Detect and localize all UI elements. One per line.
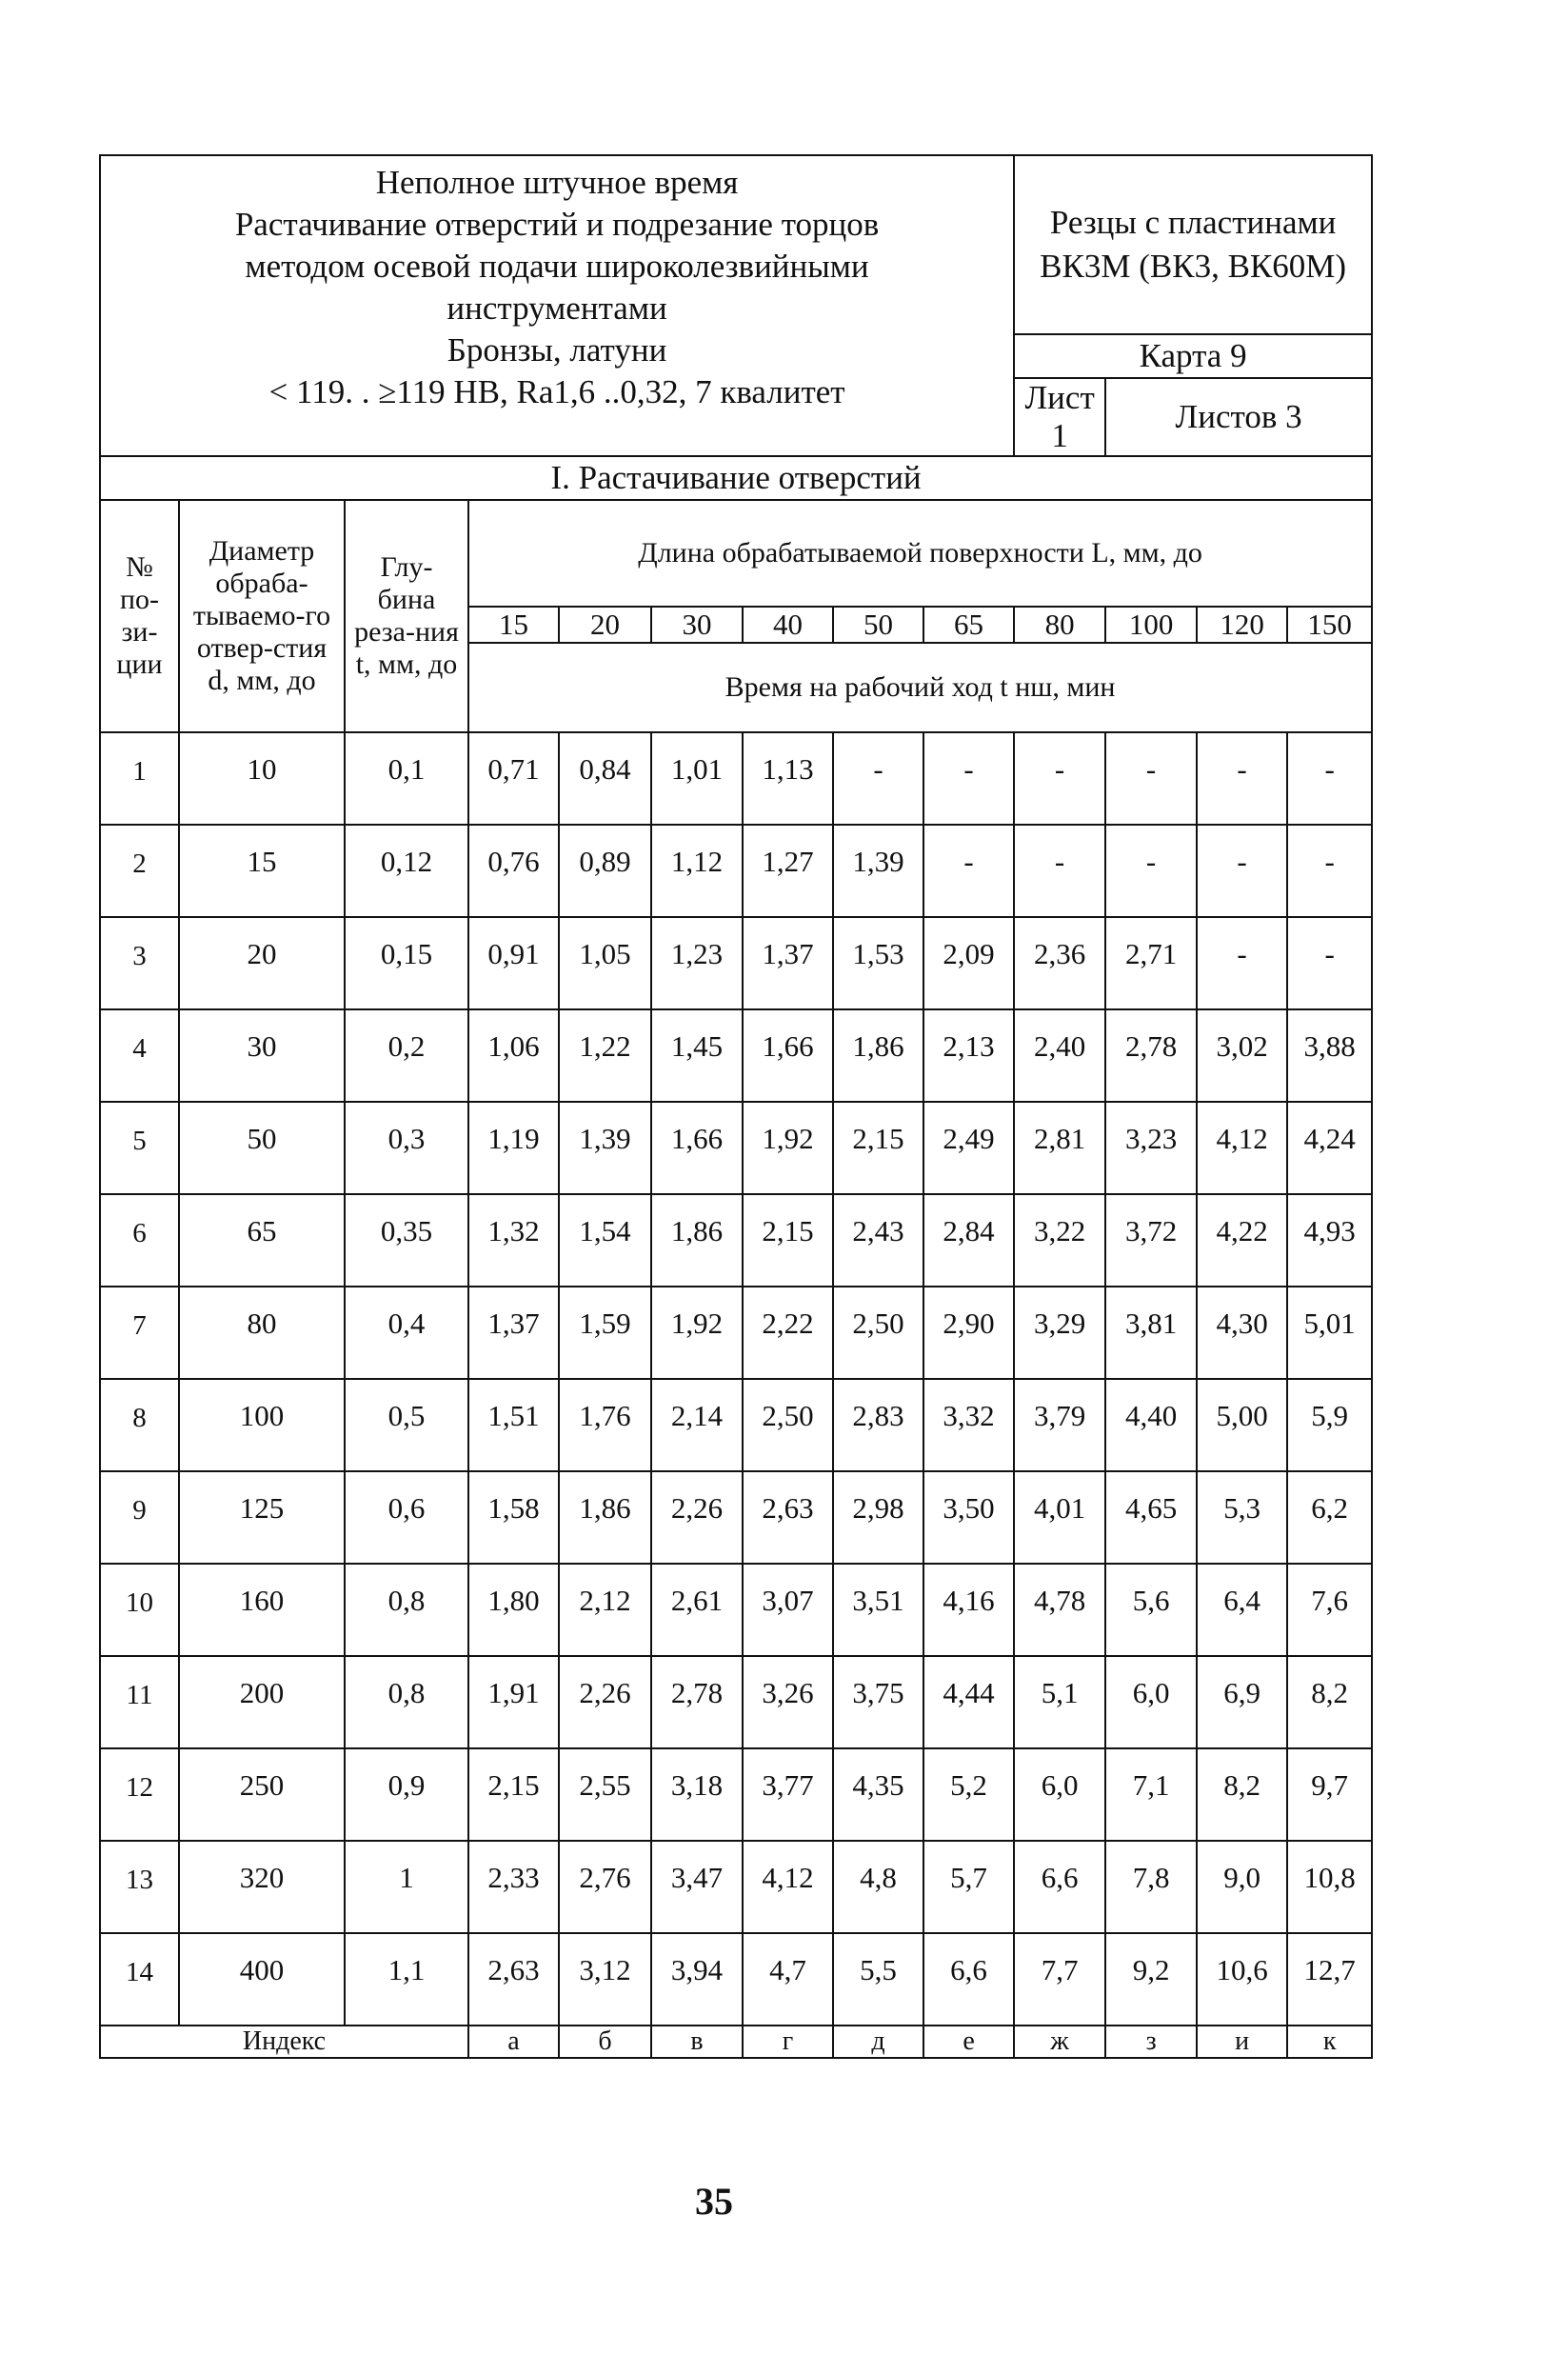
time-cell: 3,29 [1014, 1287, 1105, 1379]
diameter-cell: 20 [179, 917, 345, 1009]
time-cell: 6,4 [1197, 1564, 1287, 1656]
time-cell: 4,16 [923, 1564, 1014, 1656]
table-row [100, 1471, 1372, 1564]
time-cell: 2,71 [1105, 917, 1197, 1009]
time-cell: 2,83 [833, 1379, 923, 1471]
time-cell: 2,15 [743, 1194, 833, 1287]
time-cell: 1,54 [559, 1194, 651, 1287]
title-line: Неполное штучное время [375, 164, 739, 201]
title-line: Бронзы, латуни [447, 331, 667, 369]
depth-cell: 1 [345, 1841, 468, 1933]
length-value: 100 [1105, 607, 1197, 643]
time-cell: 5,5 [833, 1933, 923, 2026]
page-number: 35 [695, 2180, 733, 2223]
position-cell: 14 [100, 1933, 179, 2026]
time-cell: 2,76 [559, 1841, 651, 1933]
time-cell: 5,00 [1197, 1379, 1287, 1471]
time-cell: 1,86 [833, 1009, 923, 1102]
time-cell: 2,81 [1014, 1102, 1105, 1194]
time-cell: 3,94 [651, 1933, 743, 2026]
section-title: I. Растачивание отверстий [100, 456, 1372, 500]
card-number: Карта 9 [1014, 334, 1372, 378]
depth-cell: 0,4 [345, 1287, 468, 1379]
position-cell: 10 [100, 1564, 179, 1656]
table-row [100, 1102, 1372, 1194]
cutter-line: Резцы с пластинами [1049, 204, 1337, 241]
sheet-number: Лист 1 [1014, 378, 1105, 456]
table-row [100, 1379, 1372, 1471]
time-cell: 2,50 [833, 1287, 923, 1379]
time-cell: 1,92 [651, 1287, 743, 1379]
time-cell: 4,40 [1105, 1379, 1197, 1471]
time-cell: 2,26 [651, 1471, 743, 1564]
time-cell: 4,35 [833, 1748, 923, 1841]
depth-cell: 0,12 [345, 825, 468, 917]
time-cell: 4,24 [1287, 1102, 1372, 1194]
index-letter: к [1287, 2026, 1372, 2058]
diameter-cell: 400 [179, 1933, 345, 2026]
time-cell: - [1197, 917, 1287, 1009]
depth-cell: 0,2 [345, 1009, 468, 1102]
time-cell: 7,7 [1014, 1933, 1105, 2026]
time-cell: 1,86 [559, 1471, 651, 1564]
route-card-table [99, 154, 1373, 2059]
table-row [100, 1287, 1372, 1379]
time-cell: 2,09 [923, 917, 1014, 1009]
time-cell: 3,22 [1014, 1194, 1105, 1287]
time-cell: 1,58 [468, 1471, 559, 1564]
time-cell: 1,05 [559, 917, 651, 1009]
time-cell: 0,71 [468, 732, 559, 825]
time-cell: 5,1 [1014, 1656, 1105, 1748]
time-cell: 0,91 [468, 917, 559, 1009]
time-cell: 6,9 [1197, 1656, 1287, 1748]
table-row [100, 1009, 1372, 1102]
time-cell: 3,81 [1105, 1287, 1197, 1379]
time-cell: 5,01 [1287, 1287, 1372, 1379]
diameter-cell: 200 [179, 1656, 345, 1748]
depth-cell: 0,6 [345, 1471, 468, 1564]
table-row [100, 1841, 1372, 1933]
diameter-cell: 320 [179, 1841, 345, 1933]
time-cell: - [923, 732, 1014, 825]
time-cell: 2,78 [651, 1656, 743, 1748]
time-cell: - [1197, 825, 1287, 917]
time-cell: 2,84 [923, 1194, 1014, 1287]
column-header-depth: Глу-бина реза-ния t, мм, до [345, 500, 468, 732]
time-cell: 1,53 [833, 917, 923, 1009]
time-cell: 2,98 [833, 1471, 923, 1564]
time-cell: 2,36 [1014, 917, 1105, 1009]
time-cell: 1,19 [468, 1102, 559, 1194]
time-cell: 3,72 [1105, 1194, 1197, 1287]
index-row [100, 2026, 1372, 2058]
diameter-cell: 10 [179, 732, 345, 825]
data-rows [100, 732, 1372, 2026]
index-letter: б [559, 2026, 651, 2058]
time-cell: 1,66 [651, 1102, 743, 1194]
time-cell: 9,2 [1105, 1933, 1197, 2026]
time-cell: 1,13 [743, 732, 833, 825]
diameter-cell: 65 [179, 1194, 345, 1287]
time-cell: 2,15 [833, 1102, 923, 1194]
time-cell: 5,3 [1197, 1471, 1287, 1564]
time-cell: 1,37 [743, 917, 833, 1009]
depth-cell: 0,15 [345, 917, 468, 1009]
depth-cell: 0,3 [345, 1102, 468, 1194]
time-cell: 6,2 [1287, 1471, 1372, 1564]
index-letter: з [1105, 2026, 1197, 2058]
cutter-description [1014, 155, 1372, 334]
time-cell: 1,92 [743, 1102, 833, 1194]
time-cell: 1,86 [651, 1194, 743, 1287]
time-cell: 2,61 [651, 1564, 743, 1656]
time-cell: 2,90 [923, 1287, 1014, 1379]
time-cell: 4,01 [1014, 1471, 1105, 1564]
position-cell: 2 [100, 825, 179, 917]
time-cell: 2,12 [559, 1564, 651, 1656]
time-cell: 2,55 [559, 1748, 651, 1841]
time-cell: 6,6 [923, 1933, 1014, 2026]
time-cell: 3,77 [743, 1748, 833, 1841]
time-cell: 3,79 [1014, 1379, 1105, 1471]
time-cell: 4,93 [1287, 1194, 1372, 1287]
depth-cell: 0,9 [345, 1748, 468, 1841]
time-cell: 6,0 [1014, 1748, 1105, 1841]
diameter-cell: 15 [179, 825, 345, 917]
position-cell: 5 [100, 1102, 179, 1194]
table-row [100, 1656, 1372, 1748]
title-line: методом осевой подачи широколезвийными [245, 248, 869, 285]
time-cell: 1,06 [468, 1009, 559, 1102]
time-cell: 3,32 [923, 1379, 1014, 1471]
depth-cell: 1,1 [345, 1933, 468, 2026]
time-cell: 1,66 [743, 1009, 833, 1102]
position-cell: 9 [100, 1471, 179, 1564]
time-cell: 1,80 [468, 1564, 559, 1656]
time-cell: 3,88 [1287, 1009, 1372, 1102]
time-cell: 3,12 [559, 1933, 651, 2026]
time-cell: 4,7 [743, 1933, 833, 2026]
time-cell: 9,0 [1197, 1841, 1287, 1933]
time-cell: 7,6 [1287, 1564, 1372, 1656]
diameter-cell: 250 [179, 1748, 345, 1841]
time-cell: 8,2 [1287, 1656, 1372, 1748]
table-row [100, 732, 1372, 825]
time-cell: - [1105, 732, 1197, 825]
time-cell: 1,39 [833, 825, 923, 917]
index-letter: е [923, 2026, 1014, 2058]
time-cell: 8,2 [1197, 1748, 1287, 1841]
time-cell: - [1105, 825, 1197, 917]
table-row [100, 1194, 1372, 1287]
time-cell: 4,12 [743, 1841, 833, 1933]
table-row [100, 917, 1372, 1009]
index-letter: ж [1014, 2026, 1105, 2058]
table-row [100, 1933, 1372, 2026]
title-line: инструментами [447, 289, 667, 327]
position-cell: 12 [100, 1748, 179, 1841]
time-cell: 4,44 [923, 1656, 1014, 1748]
time-cell: 1,39 [559, 1102, 651, 1194]
time-cell: 1,22 [559, 1009, 651, 1102]
time-cell: 1,91 [468, 1656, 559, 1748]
time-cell: - [1287, 825, 1372, 917]
time-cell: - [1287, 917, 1372, 1009]
time-cell: 3,18 [651, 1748, 743, 1841]
diameter-cell: 125 [179, 1471, 345, 1564]
time-cell: 3,07 [743, 1564, 833, 1656]
length-value: 30 [651, 607, 743, 643]
length-value: 120 [1197, 607, 1287, 643]
time-cell: 12,7 [1287, 1933, 1372, 2026]
time-cell: 2,49 [923, 1102, 1014, 1194]
time-cell: 0,89 [559, 825, 651, 917]
position-cell: 8 [100, 1379, 179, 1471]
depth-cell: 0,8 [345, 1656, 468, 1748]
time-cell: 4,22 [1197, 1194, 1287, 1287]
column-header-position: № по-зи-ции [100, 500, 179, 732]
column-header-length: Длина обрабатываемой поверхности L, мм, до [468, 500, 1372, 607]
index-label: Индекс [100, 2026, 468, 2058]
time-cell: 3,47 [651, 1841, 743, 1933]
time-cell: 2,63 [743, 1471, 833, 1564]
time-cell: 5,2 [923, 1748, 1014, 1841]
time-cell: - [1197, 732, 1287, 825]
diameter-cell: 30 [179, 1009, 345, 1102]
diameter-cell: 80 [179, 1287, 345, 1379]
time-cell: 2,33 [468, 1841, 559, 1933]
time-cell: 0,84 [559, 732, 651, 825]
time-cell: 2,63 [468, 1933, 559, 2026]
time-cell: 2,40 [1014, 1009, 1105, 1102]
time-cell: 4,30 [1197, 1287, 1287, 1379]
time-cell: 1,45 [651, 1009, 743, 1102]
time-cell: 4,65 [1105, 1471, 1197, 1564]
position-cell: 11 [100, 1656, 179, 1748]
time-cell: 1,23 [651, 917, 743, 1009]
position-cell: 4 [100, 1009, 179, 1102]
time-cell: 3,26 [743, 1656, 833, 1748]
time-cell: 3,23 [1105, 1102, 1197, 1194]
time-cell: 1,51 [468, 1379, 559, 1471]
length-value: 40 [743, 607, 833, 643]
time-cell: 10,6 [1197, 1933, 1287, 2026]
position-cell: 7 [100, 1287, 179, 1379]
card-title [100, 155, 1014, 456]
length-value: 150 [1287, 607, 1372, 643]
diameter-cell: 160 [179, 1564, 345, 1656]
column-header-diameter: Диаметр обраба-тываемо-го отвер-стия d, мм, до [179, 500, 345, 732]
time-cell: - [923, 825, 1014, 917]
table-row [100, 1564, 1372, 1656]
position-cell: 6 [100, 1194, 179, 1287]
time-cell: 2,78 [1105, 1009, 1197, 1102]
length-value: 80 [1014, 607, 1105, 643]
time-cell: 4,78 [1014, 1564, 1105, 1656]
length-value: 20 [559, 607, 651, 643]
time-cell: 2,50 [743, 1379, 833, 1471]
depth-cell: 0,8 [345, 1564, 468, 1656]
index-letter: в [651, 2026, 743, 2058]
index-letter: и [1197, 2026, 1287, 2058]
time-cell: 2,26 [559, 1656, 651, 1748]
index-letter: а [468, 2026, 559, 2058]
position-cell: 13 [100, 1841, 179, 1933]
time-cell: 6,6 [1014, 1841, 1105, 1933]
depth-cell: 0,5 [345, 1379, 468, 1471]
time-cell: 9,7 [1287, 1748, 1372, 1841]
depth-cell: 0,35 [345, 1194, 468, 1287]
index-letter: г [743, 2026, 833, 2058]
time-cell: 1,01 [651, 732, 743, 825]
time-cell: 0,76 [468, 825, 559, 917]
time-cell: - [1014, 732, 1105, 825]
sheets-total: Листов 3 [1105, 378, 1372, 456]
time-cell: 1,59 [559, 1287, 651, 1379]
diameter-cell: 100 [179, 1379, 345, 1471]
title-line: Растачивание отверстий и подрезание торцов [234, 206, 880, 243]
table-row [100, 825, 1372, 917]
time-cell: 2,14 [651, 1379, 743, 1471]
time-cell: - [1014, 825, 1105, 917]
time-cell: 1,27 [743, 825, 833, 917]
position-cell: 3 [100, 917, 179, 1009]
length-value: 65 [923, 607, 1014, 643]
cutter-line: ВК3М (ВК3, ВК60М) [1040, 248, 1347, 285]
time-cell: 1,12 [651, 825, 743, 917]
time-cell: 3,51 [833, 1564, 923, 1656]
route-card [99, 154, 1371, 2057]
time-cell: 5,6 [1105, 1564, 1197, 1656]
length-value: 50 [833, 607, 923, 643]
time-cell: - [1287, 732, 1372, 825]
time-cell: 3,50 [923, 1471, 1014, 1564]
table-row [100, 1748, 1372, 1841]
time-cell: 5,7 [923, 1841, 1014, 1933]
time-cell: 4,12 [1197, 1102, 1287, 1194]
time-cell: 3,75 [833, 1656, 923, 1748]
title-line: < 119. . ≥119 НВ, Ra1,6 ..0,32, 7 квалитет [268, 373, 845, 410]
time-cell: 7,1 [1105, 1748, 1197, 1841]
time-cell: 2,13 [923, 1009, 1014, 1102]
time-cell: 6,0 [1105, 1656, 1197, 1748]
depth-cell: 0,1 [345, 732, 468, 825]
time-cell: 4,8 [833, 1841, 923, 1933]
time-cell: 1,37 [468, 1287, 559, 1379]
time-cell: 5,9 [1287, 1379, 1372, 1471]
time-cell: 1,76 [559, 1379, 651, 1471]
time-cell: 2,22 [743, 1287, 833, 1379]
time-cell: 7,8 [1105, 1841, 1197, 1933]
time-cell: 3,02 [1197, 1009, 1287, 1102]
length-value: 15 [468, 607, 559, 643]
index-letter: д [833, 2026, 923, 2058]
time-cell: 2,43 [833, 1194, 923, 1287]
diameter-cell: 50 [179, 1102, 345, 1194]
time-cell: 1,32 [468, 1194, 559, 1287]
position-cell: 1 [100, 732, 179, 825]
time-cell: - [833, 732, 923, 825]
time-cell: 10,8 [1287, 1841, 1372, 1933]
column-header-time: Время на рабочий ход t нш, мин [468, 643, 1372, 732]
time-cell: 2,15 [468, 1748, 559, 1841]
